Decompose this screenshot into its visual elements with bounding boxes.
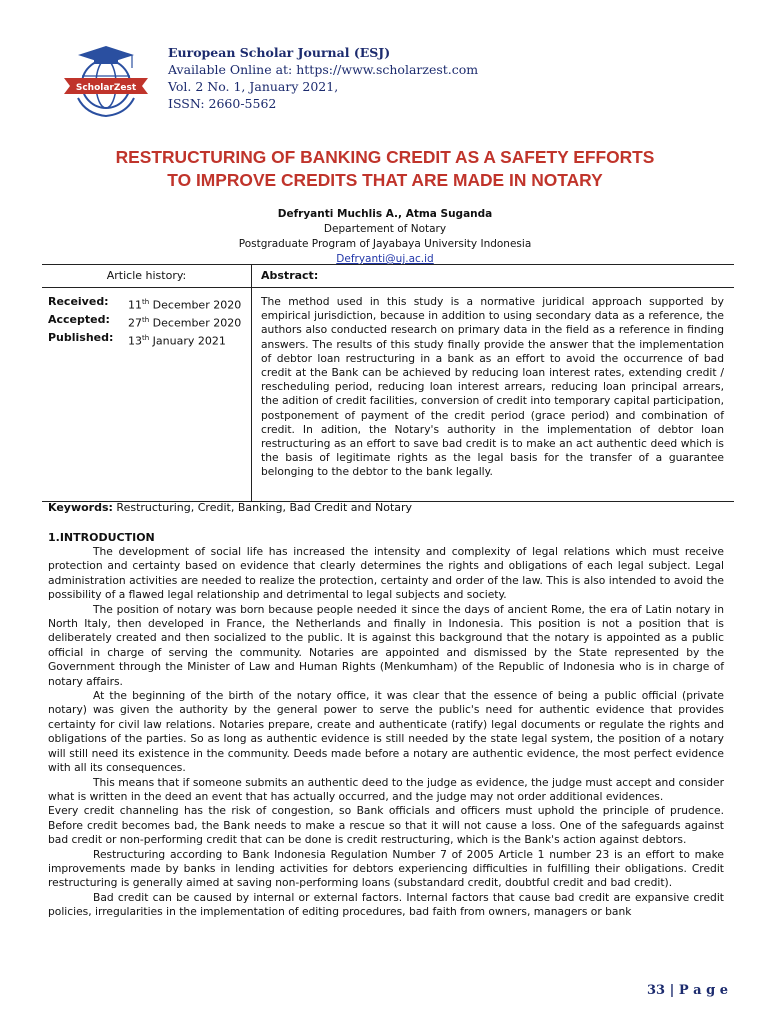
paragraph: Every credit channeling has the risk of congestion, so Bank officials and officers must uphold the principle of prudence. Before credit becomes bad, the Bank needs to make a rescue so that it will not cause a loss. One of the safeguards against bad credit or non-performing credit that can be done is credit restructuring, which is the Bank's action against debtors. (48, 804, 724, 847)
keywords (48, 501, 412, 514)
history-accepted (48, 313, 241, 331)
abstract-text: The method used in this study is a normative juridical approach supported by empirical jurisdiction, because in addition to using secondary data as a reference, the authors also conducted research on primary data in the field as a reference in finding answers. The results of this study finally provide the answer that the implementation of debtor loan restructuring in a bank as an effort to avoid the occurrence of bad credit at the Bank can be achieved by reducing loan interest rates, extending credit / rescheduling period, reducing loan interest arrears, reducing loan principal arrears, the adition of credit facilities, conversion of credit into temporary capital participation, postponement of payment of the credit period (grace period) and combination of credit. In adition, the Notary's authority in the implementation of debtor loan restructuring as an effort to save bad credit is to make an act authentic deed which is the basis of legitimate rights as the legal basis for the transfer of a guarantee belonging to the debtor to the bank legally. (261, 295, 724, 479)
journal-title: European Scholar Journal (ESJ) (168, 45, 391, 60)
keywords-label: Keywords: (48, 501, 113, 514)
paragraph: Bad credit can be caused by internal or external factors. Internal factors that cause bad credit are expansive credit policies, irregularities in the implementation of editing procedures, bad faith from owners, managers or bank (48, 890, 724, 919)
paper-title (40, 146, 730, 192)
history-received (48, 295, 241, 313)
paragraph: Restructuring according to Bank Indonesia Regulation Number 7 of 2005 Article 1 number 23 is an effort to make improvements made by banks in lending activities for debtors experiencing difficulties in fulfilling their obligations. Credit restructuring is generally aimed at saving non-performing loans (substandard credit, doubtful credit and bad credit). (48, 847, 724, 890)
article-info-table (42, 264, 734, 502)
published-label: Published: (48, 331, 114, 345)
scholarzest-logo (56, 40, 156, 120)
table-column-divider (251, 265, 252, 501)
paper-title-line-1: RESTRUCTURING OF BANKING CREDIT AS A SAFETY EFFORTS (115, 147, 655, 167)
paragraph: At the beginning of the birth of the notary office, it was clear that the essence of being a public official (private notary) was given the authority by the general power to serve the public's need for authentic evidence that provides certainty for civil law relations. Notaries prepare, create and authenticate (ratify) legal documents or regulate the rights and obligations of the parties. So as long as authentic evidence is still needed by the state legal system, the position of a notary will still need its existence in the community. Deeds made before a notary are authentic evidence, the most perfect evidence with all its consequences. (48, 689, 724, 775)
paper-title-line-2: TO IMPROVE CREDITS THAT ARE MADE IN NOTARY (167, 170, 603, 190)
history-published (48, 331, 241, 349)
abstract-heading: Abstract: (261, 269, 319, 282)
article-history (48, 295, 241, 349)
keywords-text: Restructuring, Credit, Banking, Bad Credit and Notary (112, 501, 413, 514)
received-label: Received: (48, 295, 109, 308)
journal-url: Available Online at: https://www.scholarzest.com (168, 62, 479, 77)
paragraph: This means that if someone submits an authentic deed to the judge as evidence, the judge must accept and consider what is written in the deed an event that has actually occurred, and the judge may not order additional evidences. (48, 775, 724, 803)
article-history-heading: Article history: (106, 269, 187, 282)
published-date: 13th January 2021 (128, 334, 226, 348)
paper-authors: Defryanti Muchlis A., Atma Suganda (277, 208, 493, 220)
introduction-body (48, 545, 724, 920)
paragraph: The development of social life has increased the intensity and complexity of legal relations which must receive protection and certainty based on evidence that clearly determines the rights and obligations of each legal subject. Legal administration activities are needed to realize the protection, certainty and order of the law. This is also intended to avoid the possibility of a flawed legal relationship and detrimental to legal subjects and society. (48, 545, 724, 602)
table-header-divider (42, 287, 734, 288)
author-email-link[interactable]: Defryanti@uj.ac.id (336, 253, 434, 265)
journal-info (168, 44, 478, 112)
accepted-date: 27th December 2020 (128, 316, 242, 330)
page-number: 33 | P a g e (646, 983, 728, 998)
journal-issn: ISSN: 2660-5562 (168, 96, 277, 111)
received-date: 11th December 2020 (128, 298, 242, 312)
affiliation-department: Departement of Notary (323, 223, 447, 235)
logo-text: ScholarZest (75, 83, 137, 93)
affiliation-university: Postgraduate Program of Jayabaya University Indonesia (238, 238, 532, 250)
paragraph: The position of notary was born because people needed it since the days of ancient Rome, the era of Latin notary in North Italy, then developed in France, the Netherlands and finally in Indonesia. This position is not a position that is deliberately created and then socialized to the public. It is against this background that the notary is appointed as a public official in charge of serving the community. Notaries are appointed and dismissed by the State represented by the Government through the Minister of Law and Human Rights (Menkumham) of the Republic of Indonesia who is in charge of notary affairs. (48, 602, 724, 688)
accepted-label: Accepted: (48, 313, 110, 327)
section-heading-introduction: 1.INTRODUCTION (48, 531, 155, 544)
journal-volume: Vol. 2 No. 1, January 2021, (168, 79, 339, 94)
